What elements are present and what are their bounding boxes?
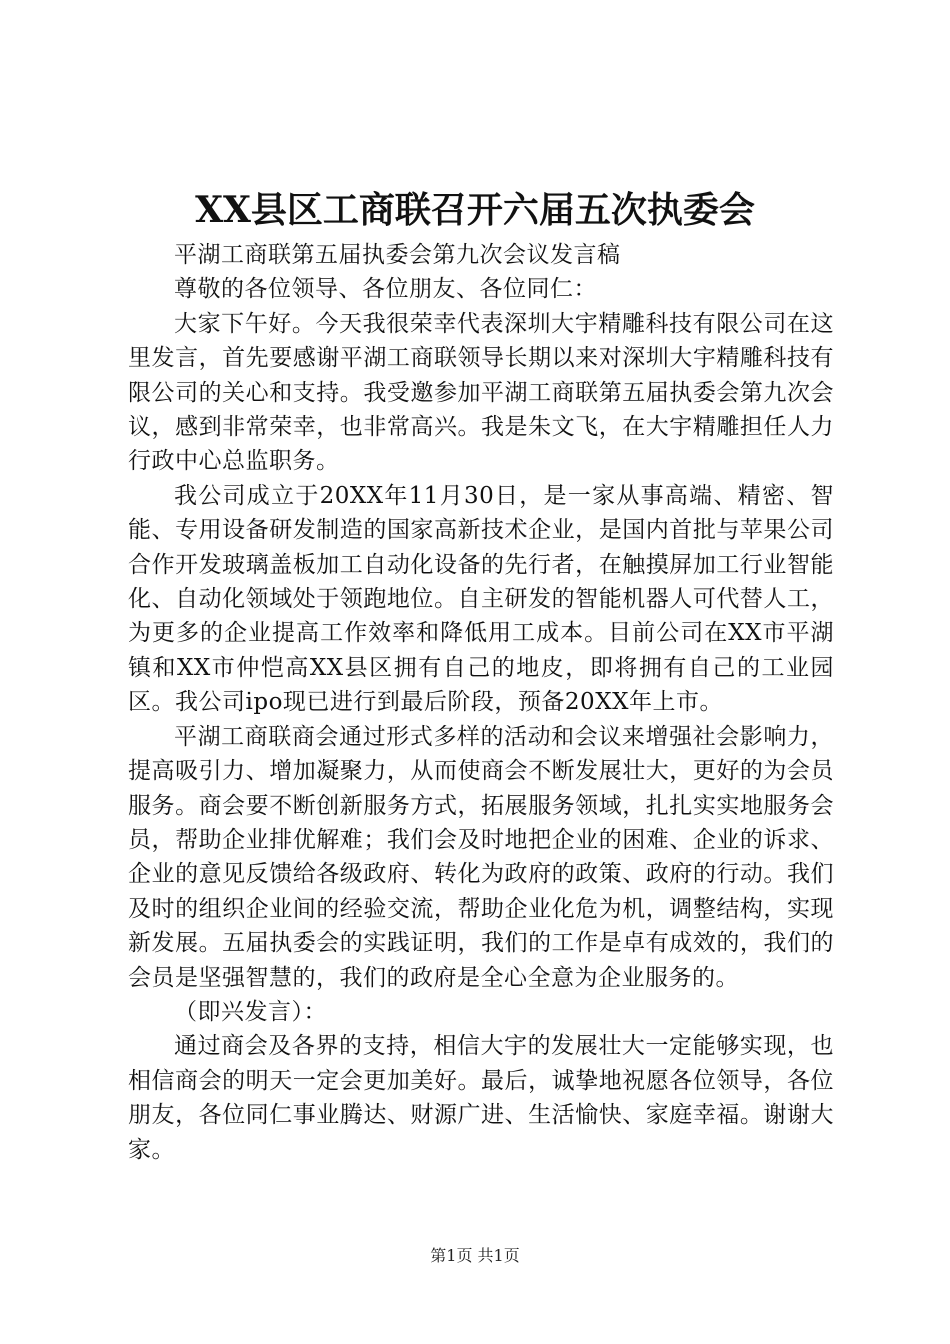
paragraph-impromptu-note: （即兴发言）： xyxy=(174,998,327,1025)
paragraph-speech-heading: 平湖工商联第五届执委会第九次会议发言稿 xyxy=(174,242,621,268)
document-title: XX县区工商联召开六届五次执委会 xyxy=(195,189,755,231)
document-body xyxy=(128,238,834,1167)
page-number-footer: 第1页 共1页 xyxy=(430,1246,520,1265)
paragraph-chamber-role: 平湖工商联商会通过形式多样的活动和会议来增强社会影响力，提高吸引力、增加凝聚力，从而使商会不断发展壮大，更好的为会员服务。商会要不断创新服务方式，拓展服务领域，扎扎实实地服务会员，帮助企业排优解难；我们会及时地把企业的困难、企业的诉求、企业的意见反馈给各级政府、转化为政府的政策、政府的行动。我们及时的组织企业间的经验交流，帮助企业化危为机，调整结构，实现新发展。五届执委会的实践证明，我们的工作是卓有成效的，我们的会员是坚强智慧的，我们的政府是全心全意为企业服务的。 xyxy=(128,723,834,991)
paragraph-company-profile: 我公司成立于20XX年11月30日，是一家从事高端、精密、智能、专用设备研发制造的国家高新技术企业，是国内首批与苹果公司合作开发玻璃盖板加工自动化设备的先行者，在触摸屏加工行业智能化、自动化领域处于领跑地位。自主研发的智能机器人可代替人工，为更多的企业提高工作效率和降低用工成本。目前公司在XX市平湖镇和XX市仲恺高XX县区拥有自己的地皮，即将拥有自己的工业园区。我公司ipo现已进行到最后阶段，预备20XX年上市。 xyxy=(128,482,834,716)
paragraph-salutation: 尊敬的各位领导、各位朋友、各位同仁： xyxy=(174,276,597,303)
paragraph-introduction: 大家下午好。今天我很荣幸代表深圳大宇精雕科技有限公司在这里发言，首先要感谢平湖工商联领导长期以来对深圳大宇精雕科技有限公司的关心和支持。我受邀参加平湖工商联第五届执委会第九次会议，感到非常荣幸，也非常高兴。我是朱文飞，在大宇精雕担任人力行政中心总监职务。 xyxy=(128,310,834,475)
paragraph-closing: 通过商会及各界的支持，相信大宇的发展壮大一定能够实现，也相信商会的明天一定会更加美好。最后，诚挚地祝愿各位领导，各位朋友，各位同仁事业腾达、财源广进、生活愉快、家庭幸福。谢谢大家。 xyxy=(128,1033,834,1163)
